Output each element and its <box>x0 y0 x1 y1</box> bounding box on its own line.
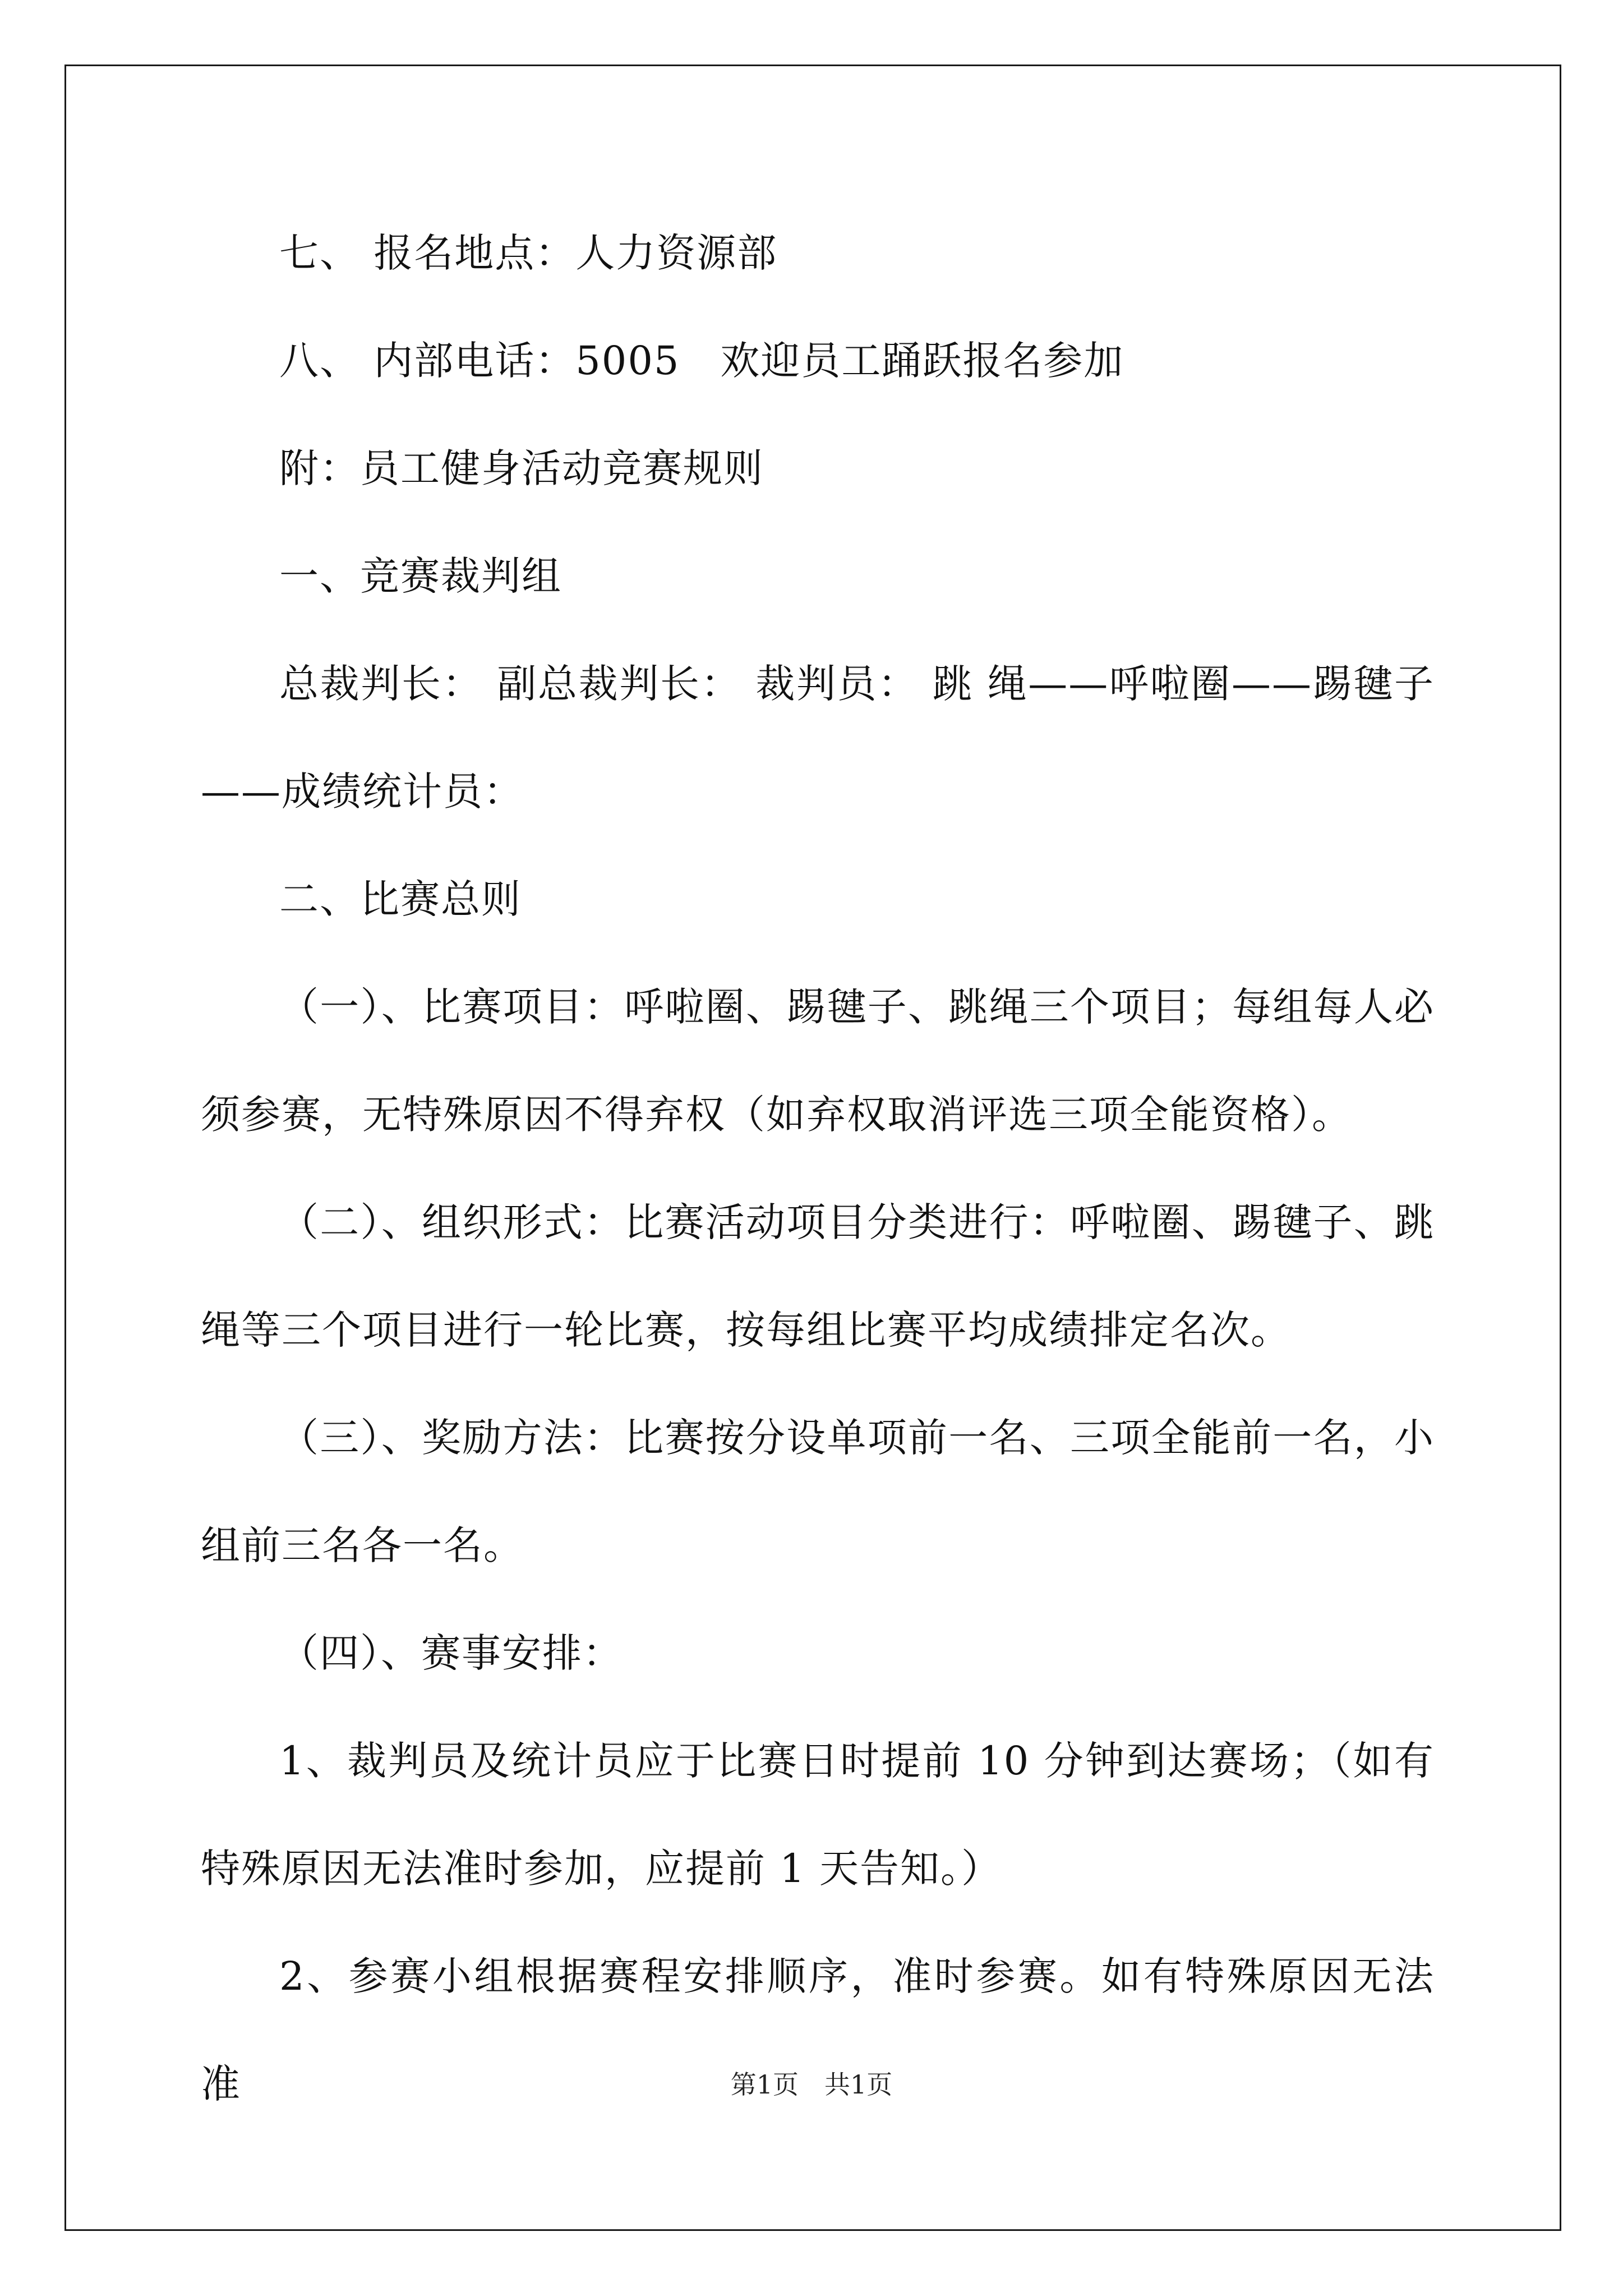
paragraph-registration-location: 七、 报名地点：人力资源部 <box>279 230 778 276</box>
page-footer: 第1页 共1页 <box>730 2069 893 2100</box>
paragraph-appendix-title: 附：员工健身活动竞赛规则 <box>279 445 764 491</box>
paragraph-schedule-item-1: 1、裁判员及统计员应于比赛日时提前 10 分钟到达赛场；（如有特殊原因无法准时参加，应提前 1 天告知。） <box>201 1738 1435 1892</box>
paragraph-rule-schedule: （四）、赛事安排： <box>279 1630 623 1676</box>
paragraph-internal-phone: 八、 内部电话：5005 欢迎员工踊跃报名参加 <box>279 338 1124 384</box>
paragraph-schedule-item-2: 2、参赛小组根据赛程安排顺序，准时参赛。如有特殊原因无法准 <box>201 1953 1435 2107</box>
paragraph-section-general-rules: 二、比赛总则 <box>279 876 522 922</box>
paragraph-section-referee-group: 一、竞赛裁判组 <box>279 553 562 599</box>
paragraph-referee-roles: 总裁判长： 副总裁判长： 裁判员： 跳 绳——呼啦圈——踢毽子——成绩统计员： <box>201 661 1435 815</box>
paragraph-rule-awards: （三）、奖励方法：比赛按分设单项前一名、三项全能前一名，小组前三名各一名。 <box>201 1415 1435 1568</box>
paragraph-rule-events: （一）、比赛项目：呼啦圈、踢毽子、跳绳三个项目；每组每人必须参赛，无特殊原因不得弃权（如弃权取消评选三项全能资格）。 <box>201 984 1435 1138</box>
paragraph-rule-organization: （二）、组织形式：比赛活动项目分类进行：呼啦圈、踢毽子、跳绳等三个项目进行一轮比赛，按每组比赛平均成绩排定名次。 <box>201 1199 1435 1353</box>
